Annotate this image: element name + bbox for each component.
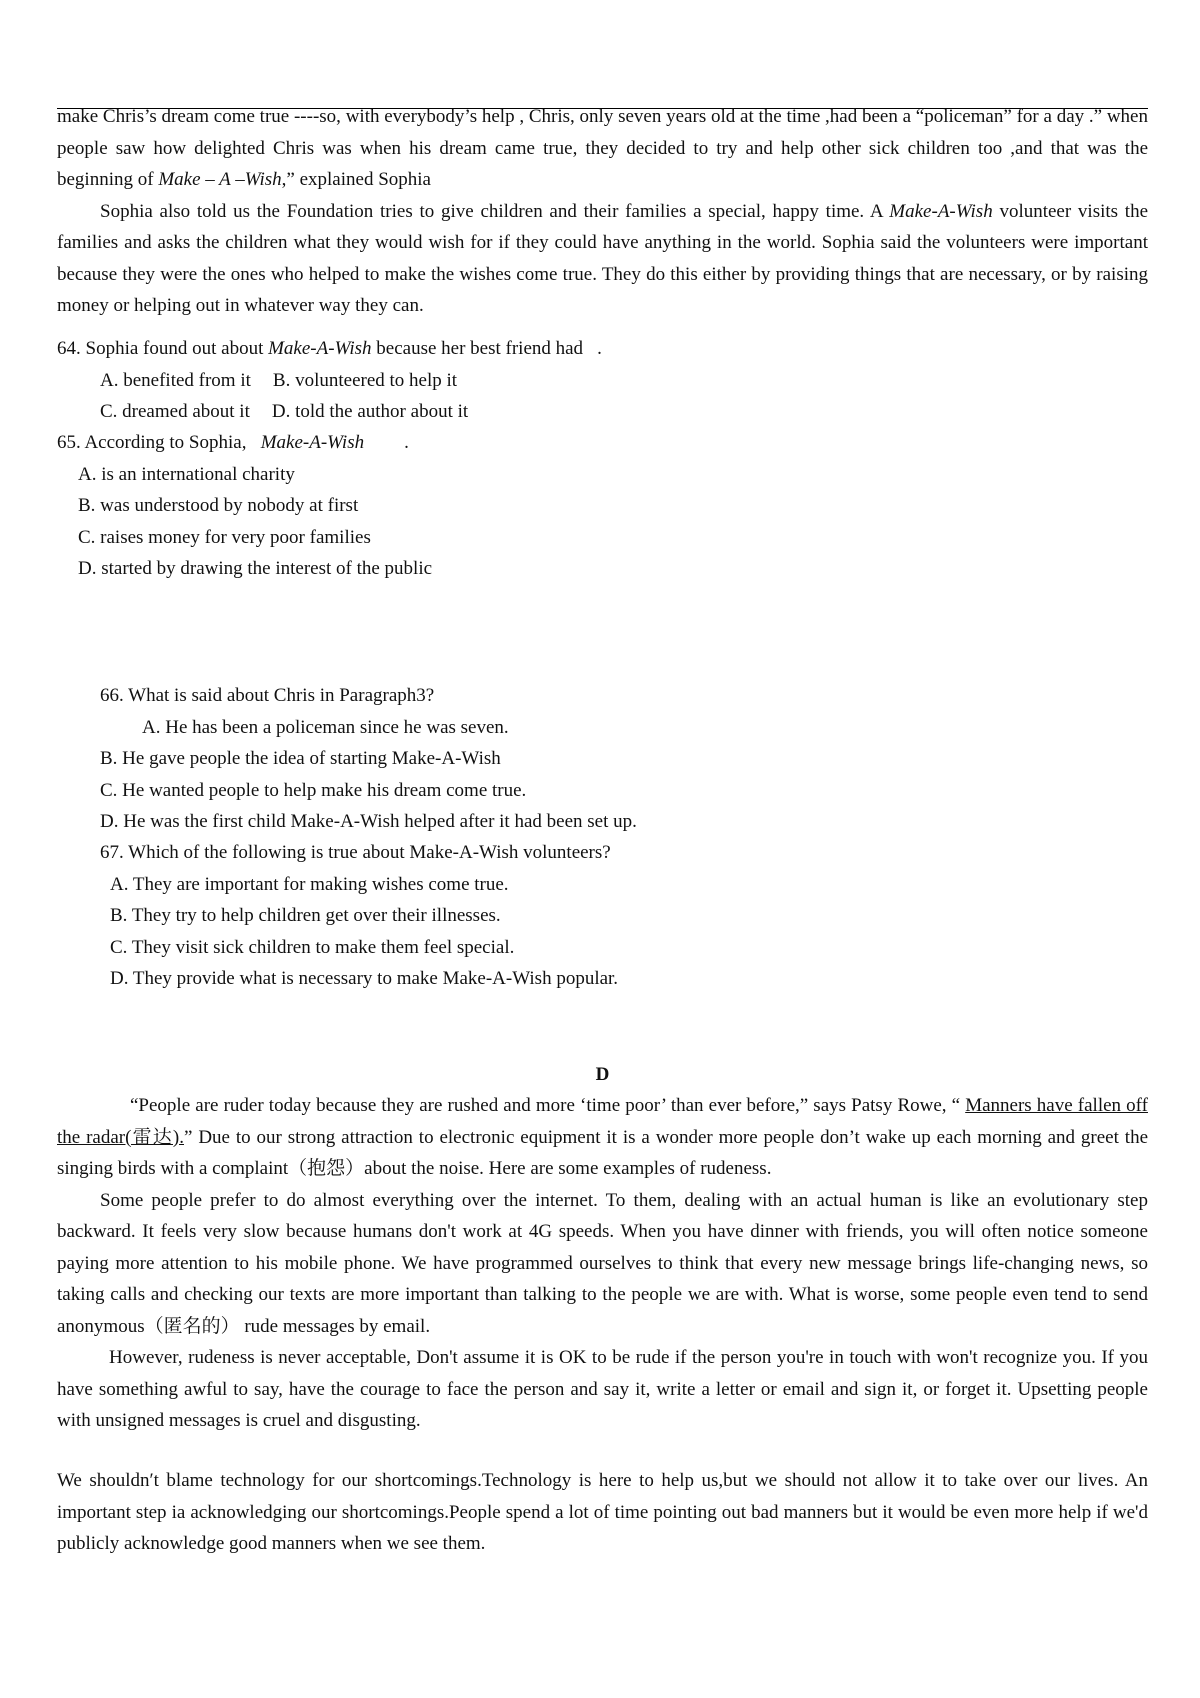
option-d: D. He was the first child Make-A-Wish helped after it had been set up. — [100, 811, 637, 832]
question-65-stem: 65. According to Sophia, Make-A-Wish . — [57, 432, 409, 453]
passage-d-paragraph-2: Some people prefer to do almost everything over the internet. To them, dealing with an actual human is like an evolutionary step backward. It feels very slow because humans don't work at 4G speeds. When you have dinner with friends, you will often notice someone paying more attention to his mobile phone. We have programmed ourselves to think that every new message brings life-changing news, so taking calls and checking our texts are more important than talking to the people we are with. What is worse, some people even tend to send anonymous（匿名的） rude messages by email. — [57, 1189, 1148, 1337]
option-c: C. He wanted people to help make his dream come true. — [100, 779, 527, 801]
option-c: C. dreamed about it — [100, 401, 250, 422]
question-64-options-cd — [57, 396, 1148, 428]
passage-d-paragraph-4: We shouldn′t blame technology for our shortcomings.Technology is here to help us,but we should not allow it to take over our lives. An important step ia acknowledging our shortcomings.People spend a lot of time pointing out bad manners but it would be even more help if we'd publicly acknowledge good manners when we see them. — [57, 1470, 1148, 1554]
question-66 — [57, 680, 1148, 838]
option-c: C. raises money for very poor families — [78, 526, 371, 548]
passage-c-paragraph-1: make Chris’s dream come true ----so, with everybody’s help , Chris, only seven years old at the time ,had been a “policeman” for a day .” when people saw how delighted Chris was when his dream came true, they decided to try and help other sick children too ,and that was the beginning of Make – A –Wish,” explained Sophia — [57, 106, 1148, 190]
option-a: A. He has been a policeman since he was seven. — [142, 716, 509, 738]
option-a: A. benefited from it — [100, 369, 251, 391]
option-d: D. They provide what is necessary to make Make-A-Wish popular. — [110, 968, 619, 989]
option-b: B. was understood by nobody at first — [78, 495, 359, 516]
option-b: B. volunteered to help it — [272, 369, 458, 391]
question-65 — [57, 427, 1148, 585]
question-67-stem: 67. Which of the following is true about Make-A-Wish volunteers? — [100, 842, 611, 863]
question-64 — [57, 333, 1148, 428]
passage-d-paragraph-1: “People are ruder today because they are rushed and more ‘time poor’ than ever before,” says Patsy Rowe, “ Manners have fallen off the radar(雷达).” Due to our strong attraction to electronic equipment it is a wonder more people don’t wake up each morning and greet the singing birds with a complaint（抱怨）about the noise. Here are some examples of rudeness. — [57, 1095, 1149, 1179]
option-a: A. They are important for making wishes come true. — [110, 873, 509, 895]
passage-d-heading: D — [595, 1064, 610, 1085]
passage-d-paragraph-3: However, rudeness is never acceptable, Don't assume it is OK to be rude if the person you're in touch with won't recognize you. If you have something awful to say, have the courage to face the person and say it, write a letter or email and sign it, or forget it. Upsetting people with unsigned messages is cruel and disgusting. — [57, 1347, 1148, 1431]
question-64-stem: 64. Sophia found out about Make-A-Wish because her best friend had . — [57, 338, 602, 359]
option-b: B. He gave people the idea of starting Make-A-Wish — [100, 748, 501, 769]
option-a: A. is an international charity — [78, 463, 295, 485]
question-67 — [57, 837, 1148, 995]
option-b: B. They try to help children get over their illnesses. — [110, 905, 501, 926]
passage-c — [57, 101, 1148, 322]
passage-d — [57, 1090, 1148, 1437]
option-d: D. told the author about it — [271, 401, 469, 422]
passage-c-paragraph-2: Sophia also told us the Foundation tries to give children and their families a special, happy time. A Make-A-Wish volunteer visits the families and asks the children what they would wish for if they could have anything in the world. Sophia said the volunteers were important because they were the ones who helped to make the wishes come true. They do this either by providing things that are necessary, or by raising money or helping out in whatever way they can. — [57, 200, 1149, 316]
option-d: D. started by drawing the interest of the public — [78, 558, 433, 579]
question-66-stem: 66. What is said about Chris in Paragraph3? — [100, 685, 435, 706]
option-c: C. They visit sick children to make them feel special. — [110, 936, 515, 958]
question-64-options-ab — [57, 365, 1148, 397]
